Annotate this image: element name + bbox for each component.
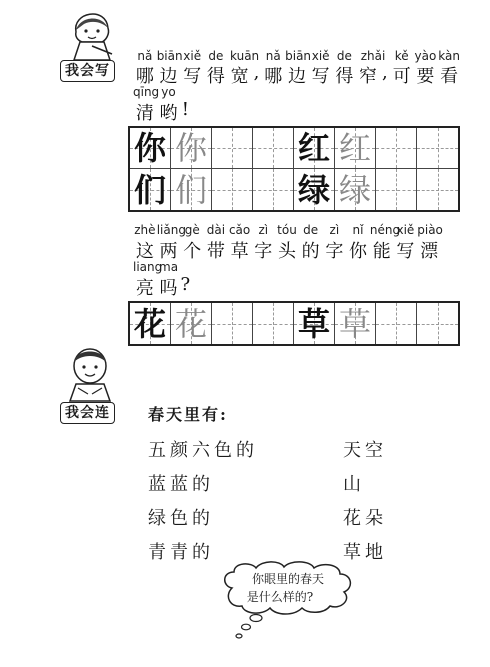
match-left-item[interactable]: 绿色的 bbox=[148, 508, 214, 529]
pinyin-syllable: nǐ bbox=[352, 223, 364, 237]
bubble-line: 你眼里的春天 bbox=[251, 572, 324, 586]
grid-row bbox=[130, 128, 458, 169]
model-char: 花 bbox=[133, 304, 166, 343]
pinyin-syllable: zì bbox=[329, 223, 340, 237]
hanzi-char: 这 bbox=[135, 241, 154, 262]
hanzi-char: 要 bbox=[416, 66, 435, 87]
hanzi-char: 窄 bbox=[359, 66, 378, 87]
hanzi-line bbox=[133, 237, 473, 263]
pinyin-line bbox=[133, 85, 180, 99]
pinyin-syllable: de bbox=[336, 49, 352, 63]
girl-writing-icon bbox=[62, 4, 124, 62]
hanzi-char: , bbox=[382, 62, 388, 83]
hanzi-char: 两 bbox=[159, 241, 178, 262]
pinyin-syllable: xiě bbox=[311, 49, 330, 63]
pinyin-syllable: xiě bbox=[396, 223, 415, 237]
section-badge-write: 我会写 bbox=[60, 60, 115, 82]
hanzi-line bbox=[133, 274, 190, 300]
grid-cell-empty[interactable] bbox=[212, 128, 253, 169]
trace-char: 红 bbox=[338, 129, 371, 167]
grid-cell-empty[interactable] bbox=[212, 169, 253, 210]
pinyin-syllable: de bbox=[303, 223, 319, 237]
pinyin-syllable: zhè bbox=[134, 223, 156, 237]
match-left-item[interactable]: 青青的 bbox=[148, 542, 214, 563]
hanzi-char: 哟 bbox=[159, 103, 178, 124]
hanzi-char: 你 bbox=[349, 241, 368, 262]
model-char: 红 bbox=[297, 129, 330, 167]
grid-cell-model bbox=[294, 169, 335, 210]
match-right-item[interactable]: 草地 bbox=[343, 542, 387, 563]
match-right-item[interactable]: 山 bbox=[343, 474, 365, 495]
grid-cell-model bbox=[294, 128, 335, 169]
grid-cell-trace bbox=[171, 303, 212, 344]
pinyin-syllable: nǎ bbox=[137, 49, 153, 63]
hanzi-char: 得 bbox=[335, 66, 354, 87]
pinyin-syllable: de bbox=[208, 49, 224, 63]
pinyin-syllable: xiě bbox=[183, 49, 202, 63]
pinyin-syllable: gè bbox=[184, 223, 200, 237]
hanzi-char: 写 bbox=[183, 66, 202, 87]
pinyin-syllable: piào bbox=[417, 223, 443, 237]
match-left-item[interactable]: 五颜六色的 bbox=[148, 440, 258, 461]
hanzi-char: 能 bbox=[372, 241, 391, 262]
pinyin-syllable: yo bbox=[161, 85, 176, 99]
trace-char: 你 bbox=[174, 129, 207, 167]
grid-cell-trace bbox=[171, 169, 212, 210]
grid-row bbox=[130, 303, 458, 344]
grid-cell-empty[interactable] bbox=[253, 169, 294, 210]
hanzi-char: 边 bbox=[159, 66, 178, 87]
hanzi-char: 边 bbox=[287, 66, 306, 87]
hanzi-char: 看 bbox=[440, 66, 459, 87]
pinyin-syllable: ma bbox=[159, 260, 179, 274]
grid-cell-empty[interactable] bbox=[212, 303, 253, 344]
writing-grid bbox=[128, 126, 460, 212]
section-badge-connect: 我会连 bbox=[60, 402, 115, 424]
pinyin-syllable: kuān bbox=[230, 49, 260, 63]
pinyin-syllable: liang bbox=[133, 260, 163, 274]
bubble-line: 是什么样的? bbox=[246, 590, 314, 604]
trace-char: 花 bbox=[174, 304, 207, 343]
model-char: 们 bbox=[133, 170, 166, 209]
hanzi-char: , bbox=[253, 62, 260, 83]
pinyin-syllable: cǎo bbox=[228, 223, 251, 237]
hanzi-char: ? bbox=[180, 274, 191, 295]
hanzi-char: 的 bbox=[301, 241, 320, 262]
grid-cell-trace bbox=[171, 128, 212, 169]
hanzi-char: 草 bbox=[230, 241, 249, 262]
model-char: 绿 bbox=[297, 170, 330, 209]
boy-icon bbox=[62, 344, 118, 402]
hanzi-char: 吗 bbox=[159, 278, 178, 299]
grid-cell-empty[interactable] bbox=[376, 303, 417, 344]
hanzi-char: 字 bbox=[325, 241, 344, 262]
trace-char: 绿 bbox=[338, 170, 371, 209]
grid-cell-model bbox=[130, 128, 171, 169]
trace-char: 们 bbox=[174, 170, 207, 209]
grid-cell-trace bbox=[335, 303, 376, 344]
grid-cell-empty[interactable] bbox=[417, 128, 458, 169]
grid-cell-empty[interactable] bbox=[253, 128, 294, 169]
hanzi-char: 头 bbox=[277, 241, 296, 262]
hanzi-char: 亮 bbox=[135, 278, 154, 299]
grid-cell-trace bbox=[335, 128, 376, 169]
pinyin-syllable: kě bbox=[394, 49, 409, 63]
grid-cell-empty[interactable] bbox=[253, 303, 294, 344]
hanzi-char: 漂 bbox=[420, 241, 439, 262]
pinyin-syllable: qīng bbox=[133, 85, 160, 99]
hanzi-char: 写 bbox=[311, 66, 330, 87]
pinyin-syllable: biān bbox=[285, 49, 312, 63]
pinyin-syllable: dài bbox=[206, 223, 226, 237]
trace-char: 草 bbox=[338, 304, 371, 343]
grid-cell-model bbox=[294, 303, 335, 344]
pinyin-syllable: zì bbox=[258, 223, 269, 237]
pinyin-line bbox=[133, 223, 473, 237]
writing-grid bbox=[128, 301, 460, 346]
grid-cell-trace bbox=[335, 169, 376, 210]
hanzi-char: 可 bbox=[392, 66, 411, 87]
hanzi-char: 个 bbox=[183, 241, 202, 262]
pinyin-syllable: kàn bbox=[438, 49, 460, 63]
hanzi-char: ! bbox=[181, 99, 189, 120]
pinyin-syllable: tóu bbox=[277, 223, 297, 237]
hanzi-char: 写 bbox=[396, 241, 415, 262]
pinyin-syllable: néng bbox=[369, 223, 401, 237]
grid-cell-model bbox=[130, 303, 171, 344]
grid-cell-empty[interactable] bbox=[417, 169, 458, 210]
grid-cell-empty[interactable] bbox=[376, 128, 417, 169]
match-left-item[interactable]: 蓝蓝的 bbox=[148, 474, 214, 495]
thought-bubble-tail-icon bbox=[234, 614, 264, 642]
pinyin-syllable: yào bbox=[414, 49, 437, 63]
hanzi-char: 哪 bbox=[135, 66, 154, 87]
hanzi-char: 哪 bbox=[264, 66, 283, 87]
pinyin-syllable: zhǎi bbox=[360, 49, 386, 63]
hanzi-char: 带 bbox=[206, 241, 225, 262]
hanzi-char: 清 bbox=[135, 103, 154, 124]
model-char: 草 bbox=[297, 304, 330, 343]
pinyin-syllable: nǎ bbox=[265, 49, 281, 63]
pinyin-syllable: biān bbox=[156, 49, 183, 63]
match-right-item[interactable]: 花朵 bbox=[343, 508, 387, 529]
hanzi-char: 字 bbox=[254, 241, 273, 262]
hanzi-char: 宽 bbox=[230, 66, 249, 87]
pinyin-line bbox=[133, 260, 180, 274]
grid-row bbox=[130, 169, 458, 210]
grid-cell-empty[interactable] bbox=[417, 303, 458, 344]
grid-cell-empty[interactable] bbox=[376, 169, 417, 210]
match-heading: 春天里有: bbox=[148, 405, 228, 424]
match-right-item[interactable]: 天空 bbox=[343, 440, 387, 461]
pinyin-line bbox=[133, 49, 473, 63]
pinyin-syllable: liǎng bbox=[156, 223, 186, 237]
hanzi-line bbox=[133, 99, 190, 125]
hanzi-line bbox=[133, 62, 473, 88]
model-char: 你 bbox=[133, 129, 166, 167]
grid-cell-model bbox=[130, 169, 171, 210]
hanzi-char: 得 bbox=[206, 66, 225, 87]
